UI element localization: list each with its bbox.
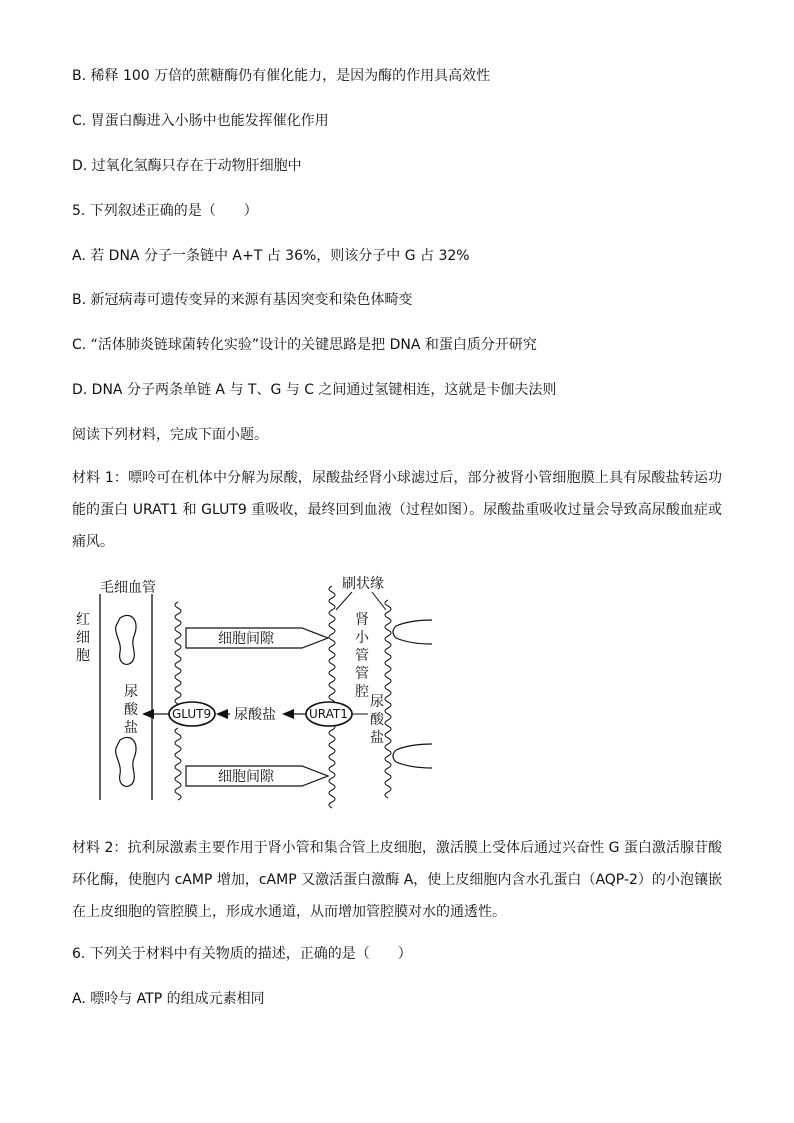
line-q5-option-a: A. 若 DNA 分子一条链中 A+T 占 36%，则该分子中 G 占 32% [72,248,470,264]
rbc-label-1: 红 [76,612,90,628]
capillary-label: 毛细血管 [100,580,156,596]
basolateral-membrane-bottom [175,728,181,800]
arrow-head-urat1-to-cell [282,709,294,719]
capillary-urate-label-3: 盐 [124,720,138,736]
rbc-label-3: 胞 [76,648,90,664]
rbc-label-2: 细 [76,630,90,646]
urat1-label: URAT1 [309,707,348,721]
lumen-label-2: 小 [355,630,369,646]
urate-in-cell-label: 尿酸盐 [234,707,276,723]
lumen-urate-label-3: 盐 [370,730,384,746]
line-q4-option-d: D. 过氧化氢酶只存在于动物肝细胞中 [72,158,302,174]
urate-reabsorption-diagram [70,570,450,820]
red-blood-cell-bottom [116,737,136,786]
material-2-paragraph: 材料 2：抗利尿激素主要作用于肾小管和集合管上皮细胞，激活膜上受体后通过兴奋性 G 蛋白激活腺苷酸环化酶，使胞内 cAMP 增加，cAMP 又激活蛋白激酶 A，使上皮细胞内含水孔蛋白（AQP-2）的小泡镶嵌在上皮细胞的管腔膜上，形成水通道，从而增加管腔膜对水的通透性。 [72,840,722,920]
lumen-urate-label-2: 酸 [370,712,384,728]
red-blood-cell-top [116,615,136,664]
capillary-urate-label-1: 尿 [124,684,138,700]
glut9-label: GLUT9 [172,707,212,721]
lumen-label-3: 管 [355,648,369,664]
opposite-lumen-membrane [385,600,391,798]
lumen-label-4: 管 [355,666,369,682]
lumen-label-1: 肾 [355,612,369,628]
line-q4-option-b: B. 稀释 100 万倍的蔗糖酶仍有催化能力，是因为酶的作用具高效性 [72,68,491,84]
intercellular-gap-bottom-label: 细胞间隙 [218,769,274,785]
lumen-urate-label-1: 尿 [370,694,384,710]
material-1-paragraph: 材料 1：嘌呤可在机体中分解为尿酸，尿酸盐经肾小球滤过后，部分被肾小管细胞膜上具有尿酸盐转运功能的蛋白 URAT1 和 GLUT9 重吸收，最终回到血液（过程如图）。尿酸盐重吸收过量会导致高尿酸血症或痛风。 [72,470,722,550]
arrow-head-cell-to-glut9 [216,709,228,719]
arrow-head-glut9-to-blood [142,709,154,719]
lumen-label-5: 腔 [355,684,369,700]
adjacent-cell-top [393,620,432,644]
line-q6-option-a: A. 嘌呤与 ATP 的组成元素相同 [72,991,265,1007]
reading-instruction: 阅读下列材料，完成下面小题。 [72,427,268,443]
line-q5-option-b: B. 新冠病毒可遗传变异的来源有基因突变和染色体畸变 [72,292,413,308]
apical-membrane [329,586,335,808]
line-q5-option-c: C. “活体肺炎链球菌转化实验”设计的关键思路是把 DNA 和蛋白质分开研究 [72,337,537,353]
capillary-urate-label-2: 酸 [124,702,138,718]
question-5-stem: 5. 下列叙述正确的是（ ） [72,203,258,219]
brush-border-label: 刷状缘 [342,576,384,592]
intercellular-gap-top-label: 细胞间隙 [218,631,274,647]
question-6-stem: 6. 下列关于材料中有关物质的描述，正确的是（ ） [72,946,412,962]
line-q5-option-d: D. DNA 分子两条单链 A 与 T、G 与 C 之间通过氢键相连，这就是卡伽夫法则 [72,382,557,398]
adjacent-cell-bottom [393,744,432,768]
line-q4-option-c: C. 胃蛋白酶进入小肠中也能发挥催化作用 [72,113,329,129]
